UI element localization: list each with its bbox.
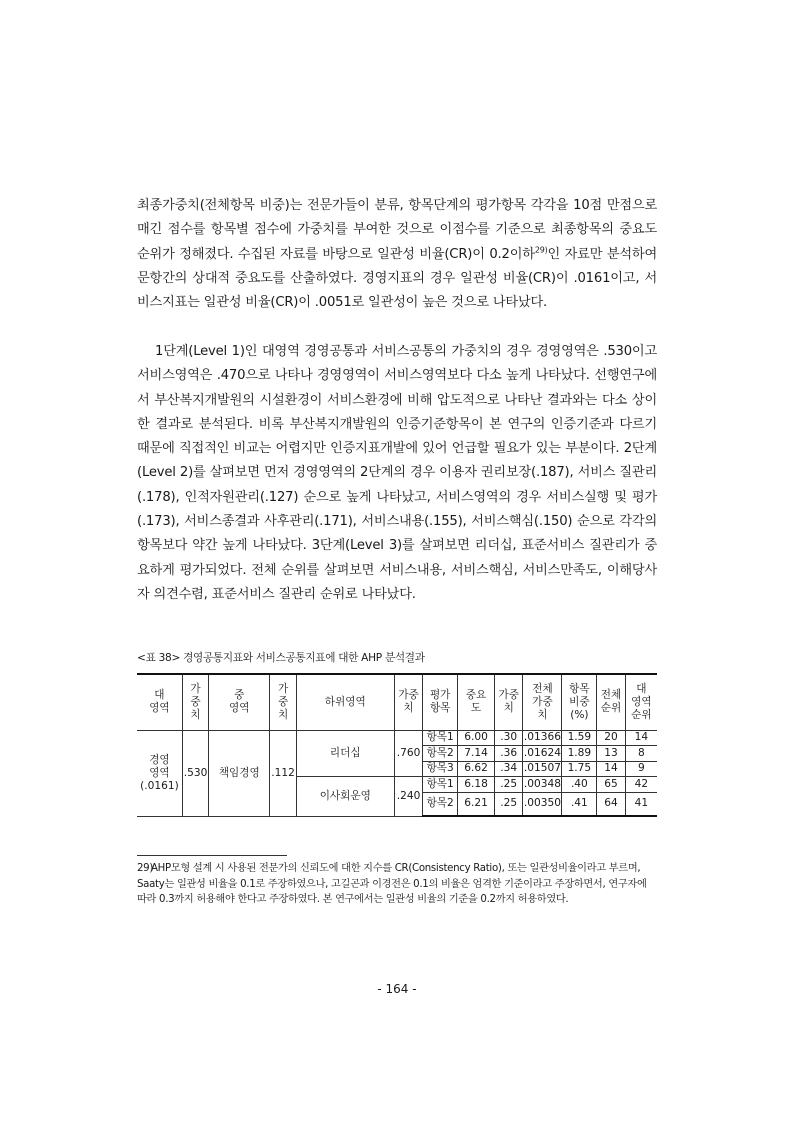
- ahp-results-table: [137, 673, 657, 817]
- cell-importance: 7.14: [458, 746, 495, 762]
- header-total-weight: 전체 가중 치: [523, 674, 562, 730]
- body-paragraph-1: [137, 194, 657, 315]
- cell-weight: .30: [494, 730, 522, 746]
- header-importance: 중요 도: [458, 674, 495, 730]
- cell-item: 항목2: [423, 792, 458, 816]
- cell-area-rank: 9: [625, 761, 657, 777]
- cell-weight: .36: [494, 746, 522, 762]
- cell-area-rank: 42: [625, 777, 657, 793]
- cell-total-weight: .00348: [523, 777, 562, 793]
- header-eval-item: 평가 항목: [423, 674, 458, 730]
- cell-weight: .34: [494, 761, 522, 777]
- cell-importance: 6.62: [458, 761, 495, 777]
- table-header-row: [137, 674, 657, 730]
- header-major-weight: 가 중 치: [182, 674, 208, 730]
- cell-item: 항목3: [423, 761, 458, 777]
- table-row: [137, 730, 657, 746]
- cell-area-rank: 41: [625, 792, 657, 816]
- cell-share: 1.89: [562, 746, 597, 762]
- page-number: - 164 -: [377, 982, 417, 996]
- cell-total-rank: 64: [597, 792, 625, 816]
- footnote-text: AHP모형 설계 시 사용된 전문가의 신뢰도에 대한 지수를 CR(Consistency Ratio), 또는 일관성비율이라고 부르며, Saaty는 일관성 비율을 0.1로 주장하였으나, 고길곤과 이경전은 0.1의 비율은 엄격한 기준이라고 주장하면서, 연구자에 따라 0.3까지 허용해야 한다고 주장하였다. 본 연구에서는 일관성 비율의 기준을 0.2까지 허용하였다.: [137, 863, 647, 905]
- cell-total-weight: .01507: [523, 761, 562, 777]
- cell-item: 항목1: [423, 777, 458, 793]
- paragraph-1-text-a: 최종가중치(전체항목 비중)는 전문가들이 분류, 항목단계의 평가항목 각각을 10점 만점으로 매긴 점수를 항목별 점수에 가중치를 부여한 것으로 이점수를 기준으로 최종항목의 중요도 순위가 정해졌다. 수집된 자료를 바탕으로 일관성 비율(CR)이 0.2이하: [137, 198, 657, 262]
- header-item-weight: 가중 치: [494, 674, 522, 730]
- cell-share: 1.75: [562, 761, 597, 777]
- cell-area-rank: 14: [625, 730, 657, 746]
- header-mid-weight: 가 중 치: [270, 674, 296, 730]
- header-total-rank: 전체 순위: [597, 674, 625, 730]
- footnote-divider: [137, 855, 287, 856]
- cell-total-weight: .00350: [523, 792, 562, 816]
- cell-sub-area: 리더십: [296, 730, 394, 777]
- cell-sub-area: 이사회운영: [296, 777, 394, 817]
- cell-total-rank: 14: [597, 761, 625, 777]
- header-major-area: 대 영역: [137, 674, 182, 730]
- footnote: [137, 861, 657, 908]
- cell-total-rank: 20: [597, 730, 625, 746]
- footnote-reference[interactable]: 29): [534, 245, 548, 255]
- table-caption: <표 38> 경영공통지표와 서비스공통지표에 대한 AHP 분석결과: [137, 652, 425, 664]
- header-sub-weight: 가중 치: [394, 674, 422, 730]
- cell-weight: .25: [494, 792, 522, 816]
- cell-total-rank: 65: [597, 777, 625, 793]
- header-sub-area: 하위영역: [296, 674, 394, 730]
- cell-weight: .25: [494, 777, 522, 793]
- cell-major-weight: .530: [182, 730, 208, 816]
- cell-importance: 6.18: [458, 777, 495, 793]
- cell-mid-area: 책임경영: [209, 730, 270, 816]
- header-area-rank: 대 영역 순위: [625, 674, 657, 730]
- header-mid-area: 중 영역: [209, 674, 270, 730]
- header-item-share: 항목 비중 (%): [562, 674, 597, 730]
- cell-importance: 6.00: [458, 730, 495, 746]
- cell-total-weight: .01624: [523, 746, 562, 762]
- cell-share: .40: [562, 777, 597, 793]
- cell-total-rank: 13: [597, 746, 625, 762]
- cell-share: .41: [562, 792, 597, 816]
- cell-item: 항목1: [423, 730, 458, 746]
- footnote-number: 29): [137, 863, 154, 874]
- paragraph-1-text-b: 인 자료만 분석하여 문항간의 상대적 중요도를 산출하였다. 경영지표의 경우 일관성 비율(CR)이 .0161이고, 서비스지표는 일관성 비율(CR)이 .0051로 일관성이 높은 것으로 나타났다.: [137, 246, 657, 311]
- cell-sub-weight: .760: [394, 730, 422, 777]
- cell-mid-weight: .112: [270, 730, 296, 816]
- cell-major-area: 경영 영역 (.0161): [137, 730, 182, 816]
- body-paragraph-2: 1단계(Level 1)인 대영역 경영공통과 서비스공통의 가중치의 경우 경영영역은 .530이고 서비스영역은 .470으로 나타나 경영영역이 서비스영역보다 다소 높게 나타났다. 선행연구에서 부산복지개발원의 시설환경이 서비스환경에 비해 압도적으로 나타난 결과와는 다소 상이한 결과로 분석된다. 비록 부산복지개발원의 인증기준항목이 본 연구의 인증기준과 다르기 때문에 직접적인 비교는 어렵지만 인증지표개발에 있어 언급할 필요가 있는 부분이다. 2단계(Level 2)를 살펴보면 먼저 경영영역의 2단계의 경우 이용자 권리보장(.187), 서비스 질관리(.178), 인적자원관리(.127) 순으로 높게 나타났고, 서비스영역의 경우 서비스실행 및 평가(.173), 서비스종결과 사후관리(.171), 서비스내용(.155), 서비스핵심(.150) 순으로 각각의 항목보다 약간 높게 나타났다. 3단계(Level 3)를 살펴보면 리더십, 표준서비스 질관리가 중요하게 평가되었다. 전체 순위를 살펴보면 서비스내용, 서비스핵심, 서비스만족도, 이해당사자 의견수렴, 표준서비스 질관리 순위로 나타났다.: [137, 344, 657, 602]
- cell-total-weight: .01366: [523, 730, 562, 746]
- cell-item: 항목2: [423, 746, 458, 762]
- cell-importance: 6.21: [458, 792, 495, 816]
- cell-share: 1.59: [562, 730, 597, 746]
- cell-area-rank: 8: [625, 746, 657, 762]
- cell-sub-weight: .240: [394, 777, 422, 817]
